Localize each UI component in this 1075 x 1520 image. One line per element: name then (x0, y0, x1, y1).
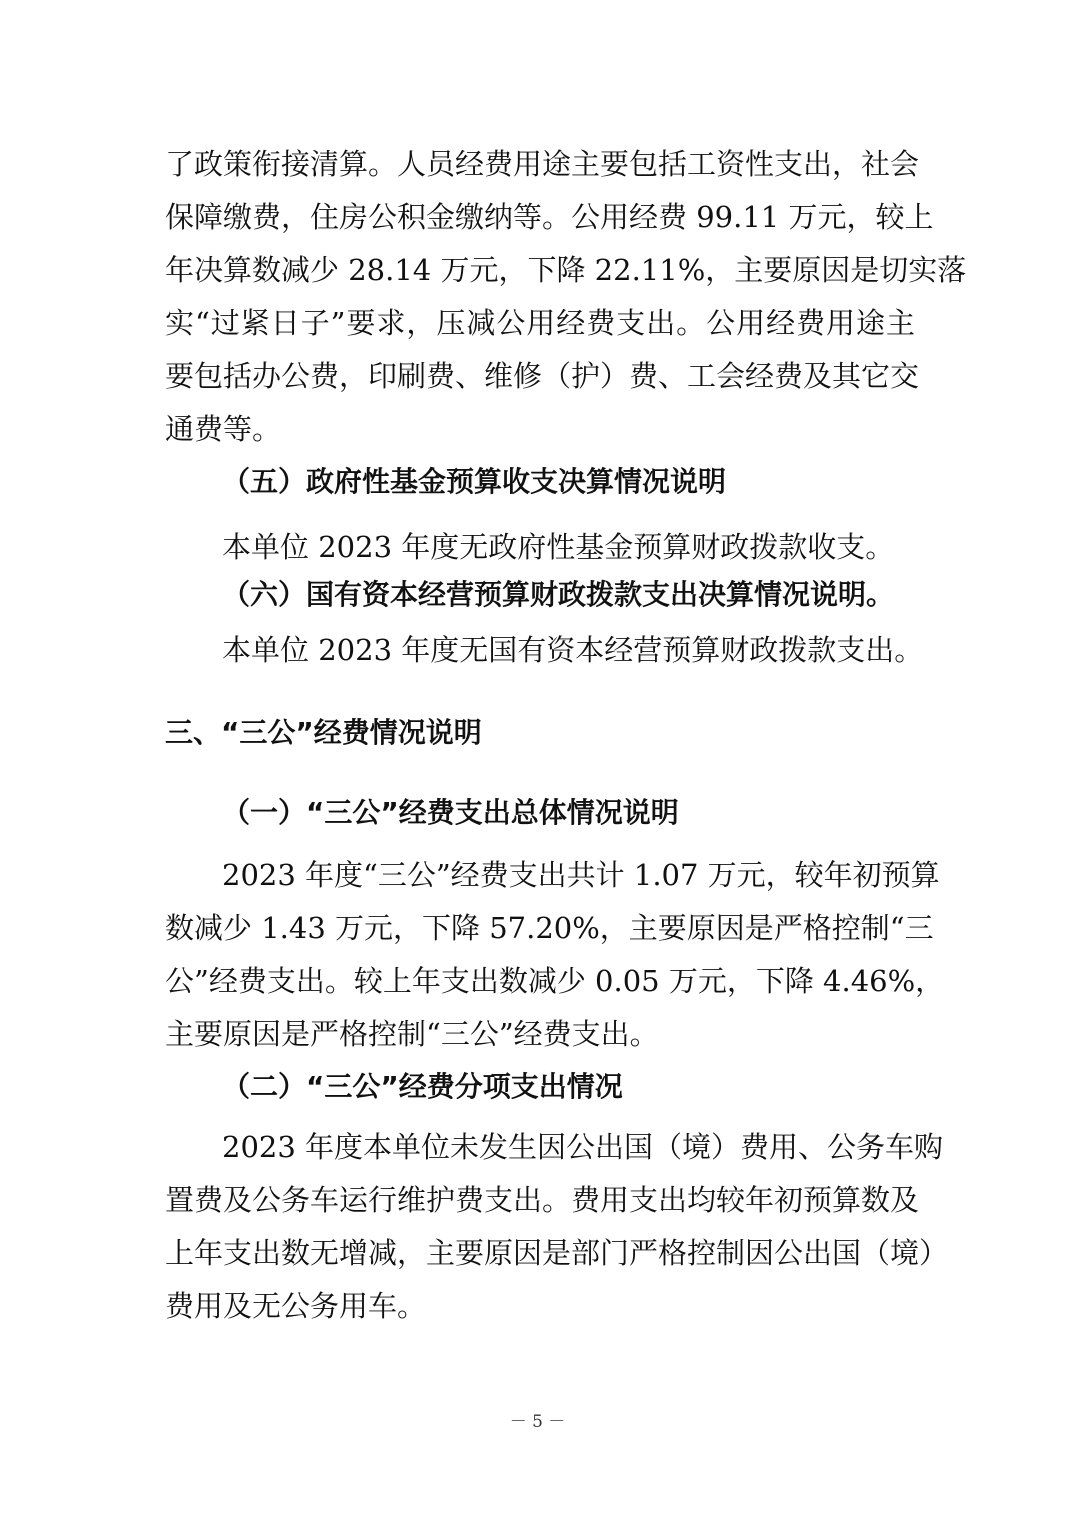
paragraph-line: 2023 年度本单位未发生因公出国（境）费用、公务车购 (222, 1130, 944, 1164)
paragraph-line: 了政策衔接清算。人员经费用途主要包括工资性支出，社会 (165, 147, 920, 181)
paragraph-line: 2023 年度“三公”经费支出共计 1.07 万元，较年初预算 (222, 858, 940, 892)
paragraph-line: 通费等。 (165, 412, 282, 446)
paragraph-line: 公”经费支出。较上年支出数减少 0.05 万元，下降 4.46%， (165, 964, 945, 998)
section-heading-6: （六）国有资本经营预算财政拨款支出决算情况说明。 (222, 578, 895, 611)
paragraph-line: 上年支出数无增减，主要原因是部门严格控制因公出国（境） (165, 1236, 949, 1270)
paragraph-line: 主要原因是严格控制“三公”经费支出。 (165, 1017, 659, 1051)
subsection-heading-1: （一）“三公”经费支出总体情况说明 (222, 796, 679, 829)
paragraph-line: 年决算数减少 28.14 万元，下降 22.11%，主要原因是切实落 (165, 253, 967, 287)
subsection-heading-2: （二）“三公”经费分项支出情况 (222, 1070, 623, 1103)
section-body-6: 本单位 2023 年度无国有资本经营预算财政拨款支出。 (222, 633, 924, 667)
page-number: － 5 － (509, 1412, 566, 1432)
section-body-5: 本单位 2023 年度无政府性基金预算财政拨款收支。 (222, 530, 895, 564)
paragraph-line: 保障缴费，住房公积金缴纳等。公用经费 99.11 万元，较上 (165, 200, 934, 234)
section-heading-5: （五）政府性基金预算收支决算情况说明 (222, 465, 727, 498)
chapter-heading-3: 三、“三公”经费情况说明 (165, 716, 482, 749)
paragraph-line: 数减少 1.43 万元，下降 57.20%，主要原因是严格控制“三 (165, 911, 934, 945)
paragraph-line: 要包括办公费，印刷费、维修（护）费、工会经费及其它交 (165, 359, 920, 393)
paragraph-line: 实“过紧日子”要求，压减公用经费支出。公用经费用途主 (165, 306, 915, 340)
paragraph-line: 费用及无公务用车。 (165, 1289, 427, 1323)
paragraph-line: 置费及公务车运行维护费支出。费用支出均较年初预算数及 (165, 1183, 920, 1217)
